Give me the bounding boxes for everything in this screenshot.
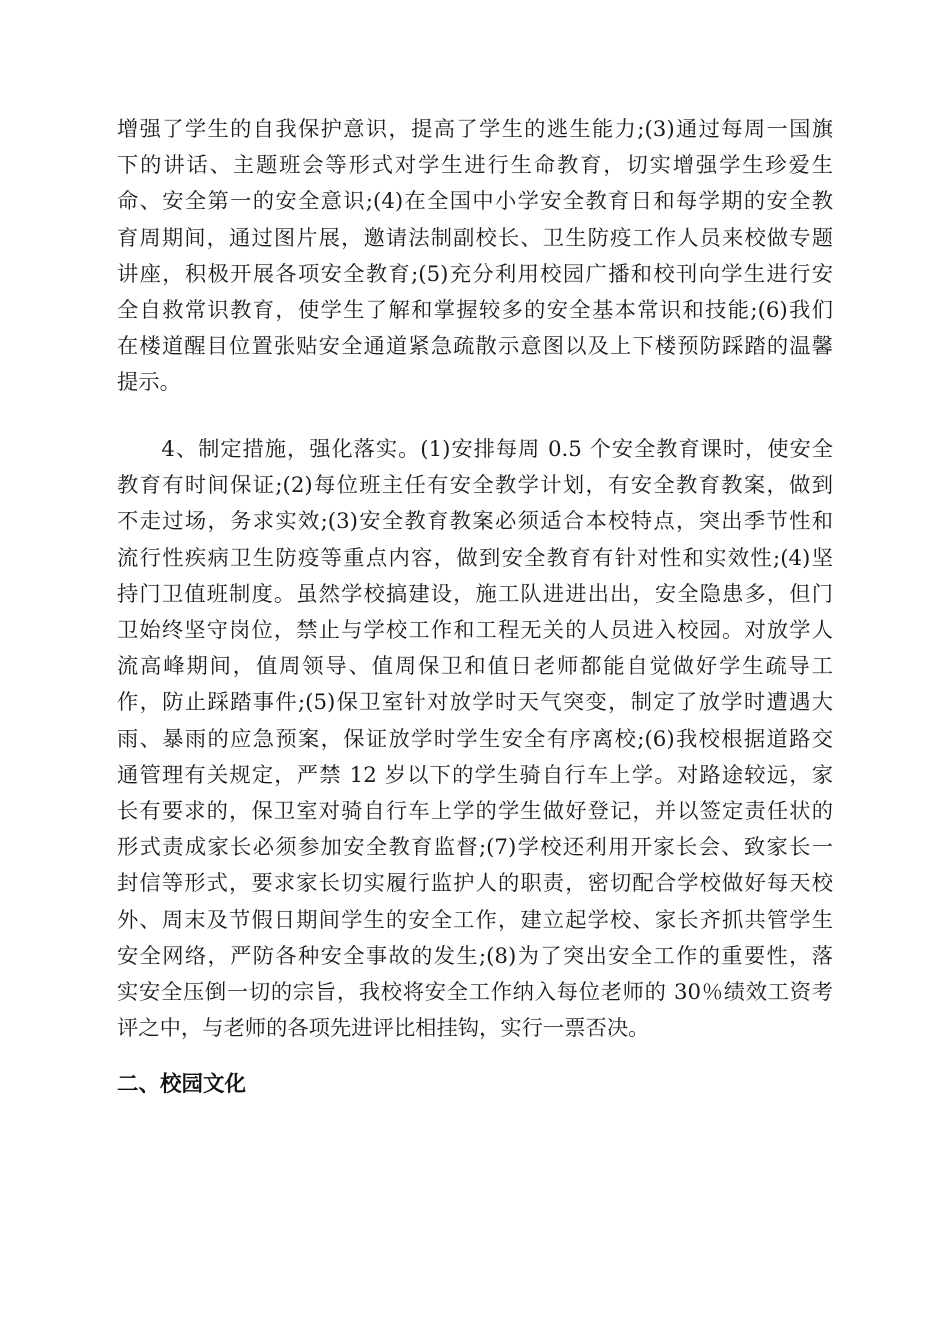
text-line: 实安全压倒一切的宗旨，我校将安全工作纳入每位老师的 30％绩效工资考 [117,980,833,1006]
text-line: 外、周末及节假日期间学生的安全工作，建立起学校、家长齐抓共管学生 [117,907,833,933]
text-line: 作，防止踩踏事件;(5)保卫室针对放学时天气突变，制定了放学时遭遇大 [117,690,833,716]
text-line: 雨、暴雨的应急预案，保证放学时学生安全有序离校;(6)我校根据道路交 [117,726,833,752]
text-line: 不走过场，务求实效;(3)安全教育教案必须适合本校特点，突出季节性和 [117,509,833,535]
text-line: 增强了学生的自我保护意识，提高了学生的逃生能力;(3)通过每周一国旗 [117,117,833,142]
text-line: 流行性疾病卫生防疫等重点内容，做到安全教育有针对性和实效性;(4)坚 [117,545,833,571]
text-line: 提示。 [117,370,181,396]
text-line: 下的讲话、主题班会等形式对学生进行生命教育，切实增强学生珍爱生 [117,153,833,179]
text-line: 在楼道醒目位置张贴安全通道紧急疏散示意图以及上下楼预防踩踏的温馨 [117,334,833,360]
paragraph-safety-education [117,112,833,402]
paragraph-safety-measures [117,432,833,1047]
text-line: 评之中，与老师的各项先进评比相挂钩，实行一票否决。 [117,1016,650,1042]
text-line: 育周期间，通过图片展，邀请法制副校长、卫生防疫工作人员来校做专题 [117,225,833,251]
text-line: 命、安全第一的安全意识;(4)在全国中小学安全教育日和每学期的安全教 [117,189,833,215]
section-heading: 二、校园文化 [117,1072,247,1097]
text-line: 安全网络，严防各种安全事故的发生;(8)为了突出安全工作的重要性，落 [117,943,833,969]
text-line: 讲座，积极开展各项安全教育;(5)充分利用校园广播和校刊向学生进行安 [117,261,833,287]
text-line: 形式责成家长必须参加安全教育监督;(7)学校还利用开家长会、致家长一 [117,835,833,861]
text-line: 全自救常识教育，使学生了解和掌握较多的安全基本常识和技能;(6)我们 [117,298,833,324]
text-line: 流高峰期间，值周领导、值周保卫和值日老师都能自觉做好学生疏导工 [117,654,833,680]
text-line: 4、制定措施，强化落实。(1)安排每周 0.5 个安全教育课时，使安全 [117,437,833,462]
text-line: 封信等形式，要求家长切实履行监护人的职责，密切配合学校做好每天校 [117,871,833,897]
text-line: 教育有时间保证;(2)每位班主任有安全教学计划，有安全教育教案，做到 [117,473,833,499]
text-line: 长有要求的，保卫室对骑自行车上学的学生做好登记，并以签定责任状的 [117,799,833,825]
text-line: 通管理有关规定，严禁 12 岁以下的学生骑自行车上学。对路途较远，家 [117,762,833,788]
text-line: 持门卫值班制度。虽然学校搞建设，施工队进进出出，安全隐患多，但门 [117,581,833,607]
text-line: 卫始终坚守岗位，禁止与学校工作和工程无关的人员进入校园。对放学人 [117,618,833,644]
